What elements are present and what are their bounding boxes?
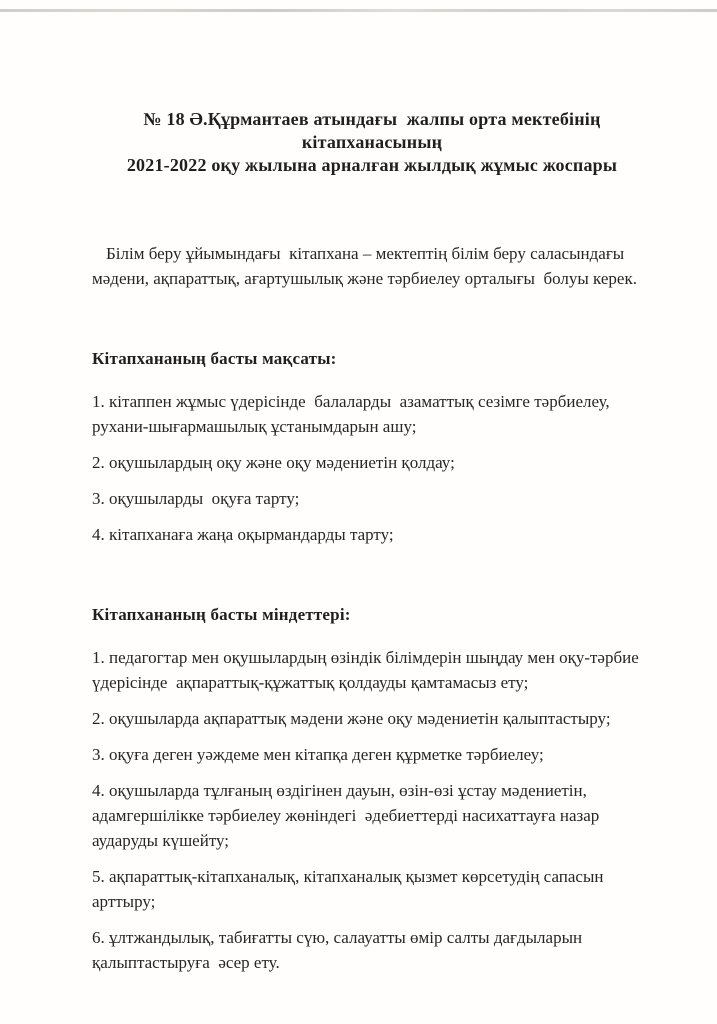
- task-item-5: 5. ақпараттық-кітапханалық, кітапханалық қызмет көрсетудің сапасын арттыру;: [92, 867, 608, 911]
- title-line-3: 2021-2022 оқу жылына арналған жылдық жұмыс жоспары: [126, 155, 618, 175]
- task-item-6: 6. ұлтжандылық, табиғатты сүю, салауатты өмір салты дағдыларын қалыптастыруға әсер ету.: [92, 928, 587, 972]
- task-items: [92, 645, 652, 975]
- goal-item-3: 3. оқушыларды оқуға тарту;: [92, 489, 300, 508]
- document-title: [92, 108, 652, 177]
- section-tasks-heading: Кітапхананың басты міндеттері:: [92, 605, 351, 624]
- goal-item-2: 2. оқушылардың оқу және оқу мәдениетін қолдау;: [92, 453, 455, 472]
- section-library-tasks: [92, 605, 652, 975]
- goal-item-4: 4. кітапханаға жаңа оқырмандарды тарту;: [92, 525, 394, 544]
- document-content: [92, 108, 652, 975]
- goal-item-1: 1. кітаппен жұмыс үдерісінде балаларды азаматтық сезімге тәрбиелеу, рухани-шығармашылық ұстанымдарын ашу;: [92, 392, 614, 436]
- task-item-1: 1. педагогтар мен оқушылардың өзіндік білімдерін шыңдау мен оқу-тәрбие үдерісінде ақпараттық-құжаттық қолдауды қамтамасыз ету;: [92, 648, 644, 692]
- task-item-4: 4. оқушыларда тұлғаның өздігінен дауын, өзін-өзі ұстау мәдениетін, адамгершілікке тәрбиелеу жөніндегі әдебиеттерді насихаттауға назар аударуды күшейту;: [92, 781, 604, 850]
- goal-items: [92, 389, 652, 547]
- title-line-1: № 18 Ә.Құрмантаев атындағы жалпы орта мектебінің: [143, 109, 601, 129]
- task-item-3: 3. оқуға деген уәждеме мен кітапқа деген құрметке тәрбиелеу;: [92, 745, 544, 764]
- scan-top-edge-artifact: [0, 9, 717, 12]
- task-item-2: 2. оқушыларда ақпараттық мәдени және оқу мәдениетін қалыптастыру;: [92, 709, 611, 728]
- section-goal-heading: Кітапхананың басты мақсаты:: [92, 349, 337, 368]
- intro-paragraph: Білім беру ұйымындағы кітапхана – мектептің білім беру саласындағы мәдени, ақпараттық, ағартушылық және тәрбиелеу орталығы болуы керек.: [92, 244, 637, 288]
- title-line-2: кітапханасының: [301, 132, 443, 152]
- section-library-goal: [92, 349, 652, 547]
